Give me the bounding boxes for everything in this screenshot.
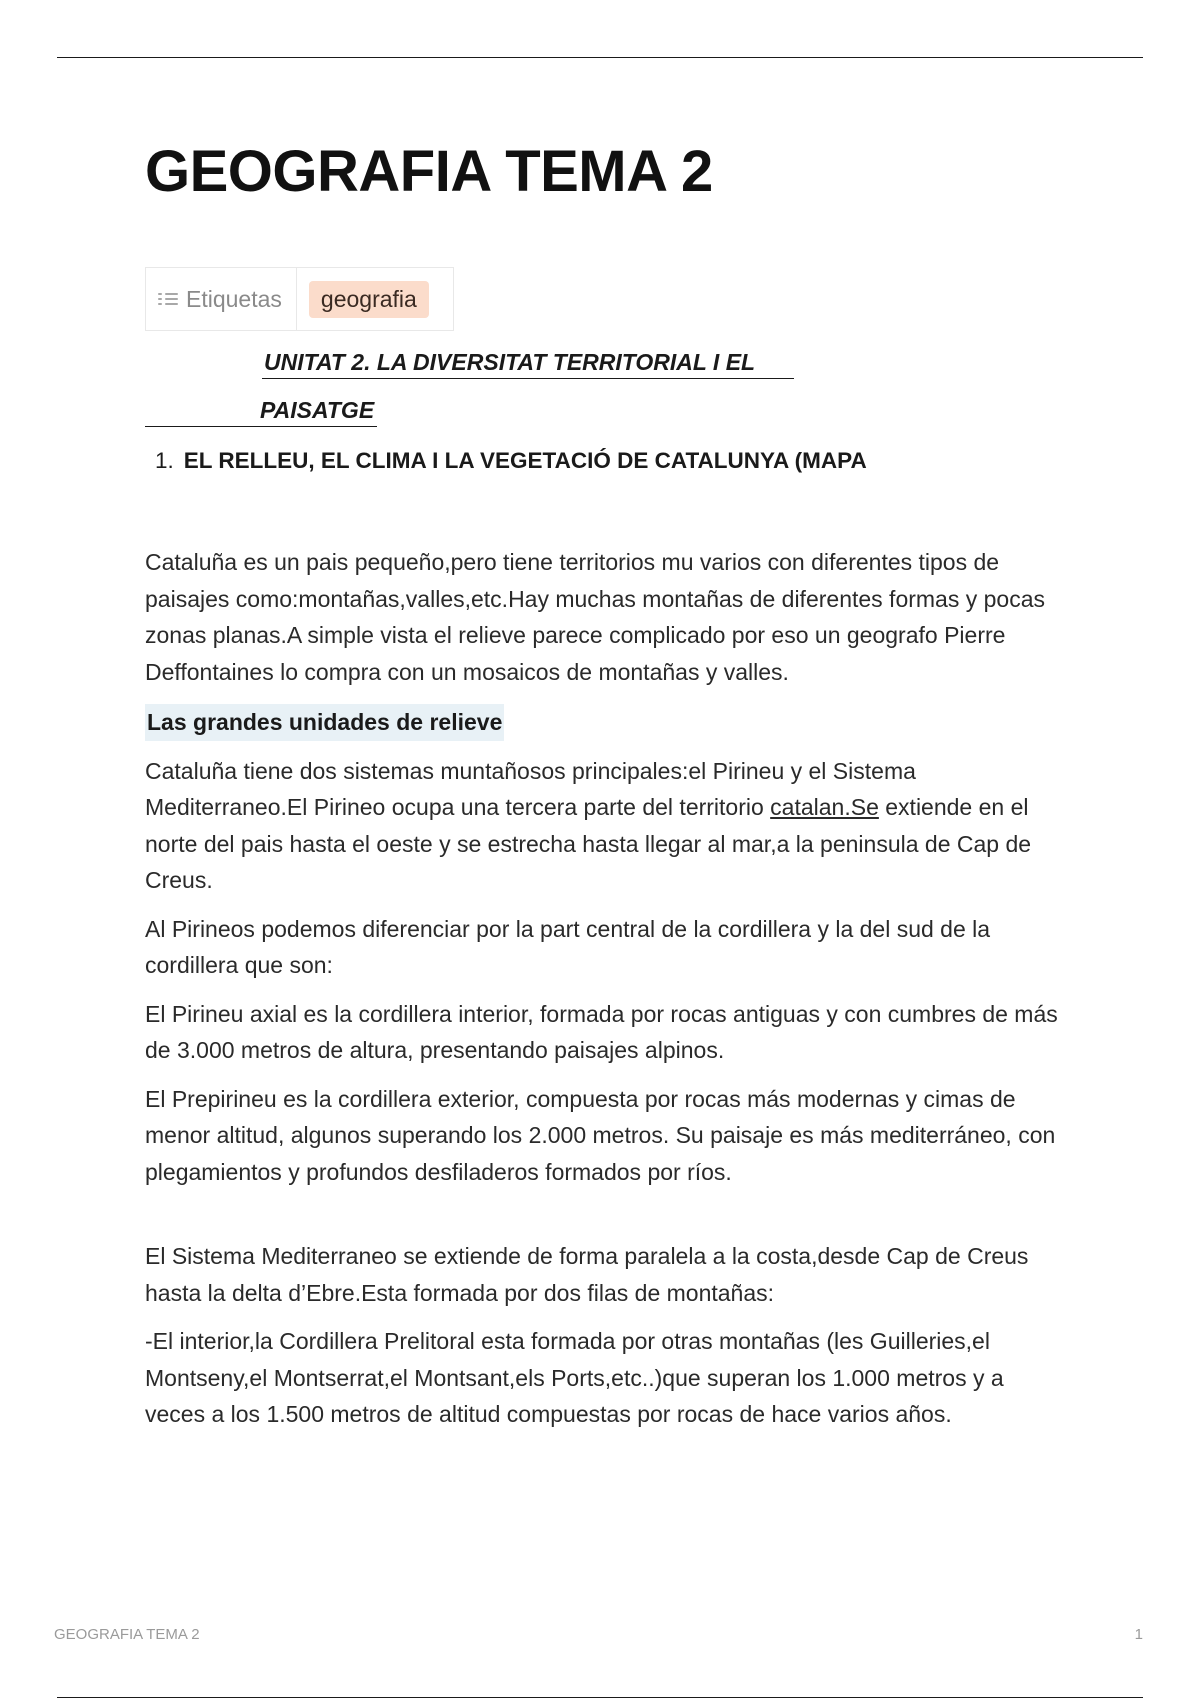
footer-title: GEOGRAFIA TEMA 2	[54, 1626, 200, 1643]
paragraph-pirineos: Al Pirineos podemos diferenciar por la part central de la cordillera y la del sud de la cordillera que son:	[145, 915, 991, 978]
list-item-heading	[155, 448, 867, 474]
properties-row	[145, 267, 454, 331]
subtitle-line-1: UNITAT 2. LA DIVERSITAT TERRITORIAL I EL	[264, 349, 756, 375]
list-number: 1.	[155, 448, 174, 473]
subtitle-underline-1	[262, 378, 794, 379]
page-title: GEOGRAFIA TEMA 2	[145, 139, 713, 204]
footer-page-number: 1	[1134, 1626, 1143, 1643]
subtitle-line-2: PAISATGE	[260, 397, 375, 423]
paragraph-pirineu-axial: El Pirineu axial es la cordillera interior, formada por rocas antiguas y con cumbres de más de 3.000 metros de altura, presentando paisajes alpinos.	[145, 1000, 1058, 1063]
top-rule	[57, 57, 1143, 58]
paragraph-sistemas	[145, 753, 1065, 899]
list-heading-text: EL RELLEU, EL CLIMA I LA VEGETACIÓ DE CATALUNYA (MAPA	[183, 448, 867, 473]
paragraph-intro: Cataluña es un pais pequeño,pero tiene territorios mu varios con diferentes tipos de paisajes como:montañas,valles,etc.Hay muchas montañas de diferentes formas y pocas zonas planas.A simple vista el relieve parece complicado por eso un geografo Pierre Deffontaines lo compra con un mosaicos de montañas y valles.	[145, 549, 1045, 685]
paragraph-sistemas-text-a: Cataluña tiene dos sistemas muntañosos principales:el Pirineu y el Sistema Mediterraneo.El Pirineo ocupa una tercera parte del territorio	[145, 757, 916, 820]
document-body	[145, 544, 1065, 1445]
property-value[interactable]	[297, 268, 453, 330]
paragraph-sistemas-text-b: extiende en el norte del pais hasta el oeste y se estrecha hasta llegar al mar,a la peninsula de Cap de Creus.	[145, 794, 1032, 893]
paragraph-prepirineu: El Prepirineu es la cordillera exterior, compuesta por rocas más modernas y cimas de menor altitud, algunos superando los 2.000 metros. Su paisaje es más mediterráneo, con plegamientos y profundos desfiladeros formados por ríos.	[145, 1085, 1056, 1185]
property-key-label: Etiquetas	[186, 285, 282, 312]
paragraph-sistema-mediterraneo: El Sistema Mediterraneo se extiende de forma paralela a la costa,desde Cap de Creus hasta la delta d’Ebre.Esta formada por dos filas de montañas:	[145, 1243, 1029, 1306]
tag-badge[interactable]: geografia	[309, 281, 429, 318]
property-key[interactable]	[146, 268, 297, 330]
paragraph-cordillera-prelitoral: -El interior,la Cordillera Prelitoral esta formada por otras montañas (les Guilleries,el Montseny,el Montserrat,el Montsant,els Ports,etc..)que superan los 1.000 metros y a veces a los 1.500 metros de altitud compuestas por rocas de hace varios años.	[145, 1328, 1004, 1427]
list-icon	[158, 291, 178, 307]
bottom-rule	[57, 1697, 1143, 1698]
catalan-link[interactable]: catalan.Se	[770, 794, 879, 820]
subtitle-underline-2	[145, 426, 377, 427]
section-heading: Las grandes unidades de relieve	[145, 704, 504, 741]
